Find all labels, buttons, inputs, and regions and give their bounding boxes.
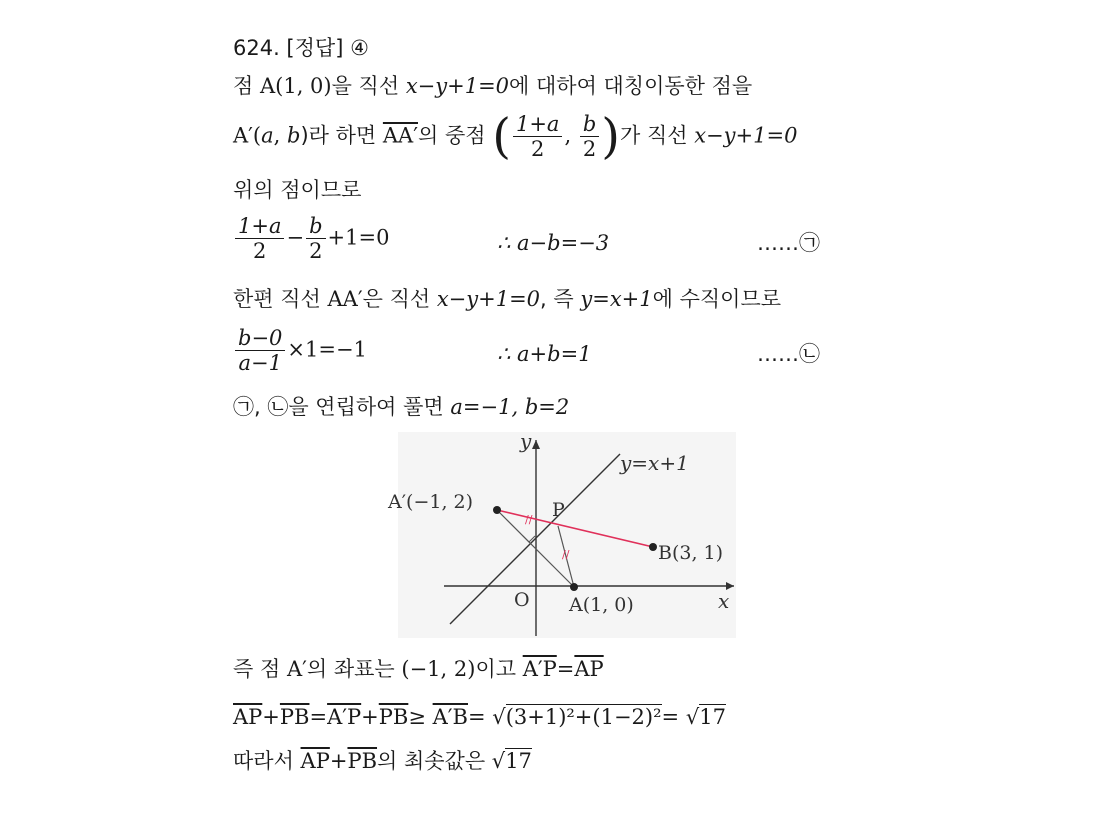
fraction: $\frac{b}{2}$ <box>580 112 599 161</box>
point-p-label: P <box>552 499 565 521</box>
fraction: $\frac{b}{2}$ <box>306 214 325 263</box>
equation-1: $\frac{1+a}{2}$ − $\frac{b}{2}$ +1=0 <box>233 214 389 263</box>
point-b <box>649 543 657 551</box>
inequality-line: $\overline{AP}+\overline{PB}=A'P+\overline{PB}\ge A'B= √(3+1)^2+(1-2)^2= √17$ <box>233 705 726 729</box>
point-a-prime <box>493 506 501 514</box>
origin-label: O <box>514 589 530 611</box>
y-axis-label: y <box>520 429 532 453</box>
point-a-prime-label: A′(−1, 2) <box>388 491 474 513</box>
solution-line-7: ㉠, ㉡을 연립하여 풀면 a=−1, b=2 <box>233 395 570 419</box>
x-axis-label: x <box>718 589 730 613</box>
solution-line-8: 즉 점 A′의 좌표는 (−1, 2)이고 $A'P=\overline{AP}$ <box>233 657 604 681</box>
equation-2: $\frac{b-0}{a-1}$ ×1=−1 <box>233 326 367 375</box>
result-1: ∴ a−b=−3 <box>497 231 610 255</box>
coordinate-figure <box>380 428 740 640</box>
point-b-label: B(3, 1) <box>658 542 724 564</box>
point-a-label: A(1, 0) <box>569 594 634 616</box>
solution-line-1: 점 A(1, 0)을 직선 x−y+1=0에 대하여 대칭이동한 점을 <box>233 74 753 98</box>
label-2: ……㉡ <box>757 342 820 366</box>
point-a <box>570 583 578 591</box>
conclusion-line: 따라서 $\overline{AP}+\overline{PB}$의 최솟값은 √17 <box>233 749 532 773</box>
line-label: y=x+1 <box>620 451 689 475</box>
label-1: ……㉠ <box>757 231 820 255</box>
fraction: $\frac{b-0}{a-1}$ <box>235 326 285 375</box>
page-title: 624. [정답] ④ <box>233 36 369 60</box>
fraction: $\frac{1+a}{2}$ <box>235 214 284 263</box>
tick-mark: // <box>525 513 533 526</box>
tick-mark: // <box>562 548 570 561</box>
segment-aa-prime: AA′ <box>382 123 418 148</box>
solution-line-2: A′(a, b)라 하면 AA′의 중점 ( $\frac{1+a}{2}$ , $\frac{b}{2}$ )가 직선 x−y+1=0 <box>233 108 798 165</box>
solution-line-5: 한편 직선 AA′은 직선 x−y+1=0, 즉 y=x+1에 수직이므로 <box>233 287 782 311</box>
fraction: $\frac{1+a}{2}$ <box>513 112 562 161</box>
solution-line-3: 위의 점이므로 <box>233 178 362 202</box>
result-2: ∴ a+b=1 <box>497 342 592 366</box>
